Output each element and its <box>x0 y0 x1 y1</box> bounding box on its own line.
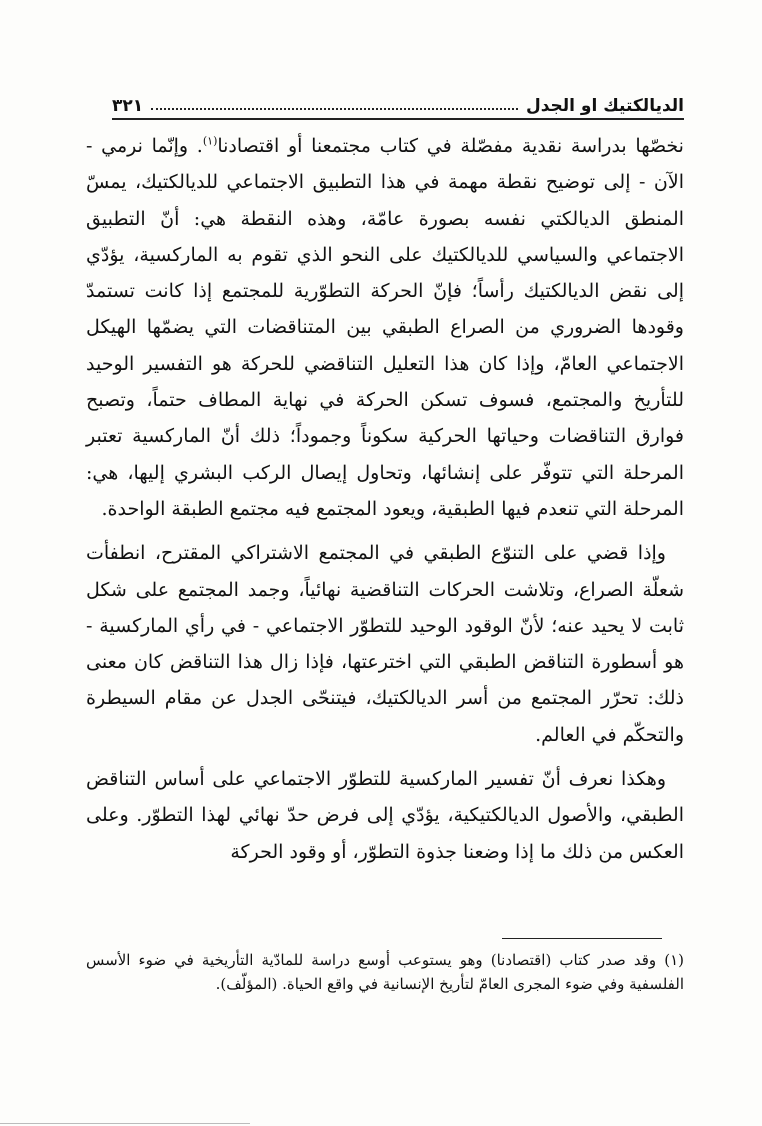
header-title: الديالكتيك او الجدل <box>525 96 684 116</box>
page-number: ٣٢١ <box>112 96 144 116</box>
paragraph-3 <box>86 761 684 870</box>
footnote: (١) وقد صدر كتاب (اقتصادنا) وهو يستوعب أوسع دراسة للمادّية التأريخية في ضوء الأسس الفلسفية وفي ضوء المجرى العامّ لتأريخ الإنسانية في واقع الحياة. (المؤلّف). <box>86 951 684 993</box>
running-header <box>112 86 684 116</box>
paragraph-2-text: وإذا قضي على التنوّع الطبقي في المجتمع الاشتراكي المقترح، انطفأت شعلّة الصراع، وتلاشت الحركات التناقضية نهائياً، وجمد المجتمع على شكل ثابت لا يحيد عنه؛ لأنّ الوقود الوحيد للتطوّر الاجتماعي - في رأي الماركسية - هو أسطورة التناقض الطبقي التي اخترعتها، فإذا زال هذا التناقض كان معنى ذلك: تحرّر المجتمع من أسر الديالكتيك، فيتنحّى الجدل عن مقام السيطرة والتحكّم في العالم. <box>86 542 684 746</box>
paragraph-1-rest: . وإنّما نرمي - الآن - إلى توضيح نقطة مهمة في هذا التطبيق الاجتماعي للديالكتيك، يمسّ المنطق الديالكتي نفسه بصورة عامّة، وهذه النقطة هي: أنّ التطبيق الاجتماعي والسياسي للديالكتيك على النحو الذي تقوم به الماركسية، يؤدّي إلى نقض الديالكتيك رأساً؛ فإنّ الحركة التطوّرية للمجتمع إذا كانت تستمدّ وقودها الضروري من الصراع الطبقي بين المتناقضات التي يضمّها الهيكل الاجتماعي العامّ، وإذا كان هذا التعليل التناقضي للحركة هو التفسير الوحيد للتأريخ والمجتمع، فسوف تسكن الحركة في نهاية المطاف حتماً، وتصبح فوارق التناقضات وحياتها الحركية سكوناً وجموداً؛ ذلك أنّ الماركسية تعتبر المرحلة التي تتوفّر على إنشائها، وتحاول إيصال الركب البشري إليها، هي: المرحلة التي تنعدم فيها الطبقية، ويعود المجتمع فيه مجتمع الطبقة الواحدة. <box>86 135 684 520</box>
header-dot-leader <box>151 108 518 110</box>
paragraph-2 <box>86 535 684 753</box>
paragraph-1 <box>86 128 684 527</box>
scan-edge-line <box>0 1123 250 1124</box>
header-rule <box>112 118 684 120</box>
body-text <box>86 128 684 878</box>
paragraph-3-text: وهكذا نعرف أنّ تفسير الماركسية للتطوّر الاجتماعي على أساس التناقض الطبقي، والأصول الديالكتيكية، يؤدّي إلى فرض حدّ نهائي لهذا التطوّر. وعلى العكس من ذلك ما إذا وضعنا جذوة التطوّر، أو وقود الحركة <box>86 768 684 863</box>
footnote-reference[interactable]: (١) <box>202 134 218 148</box>
footnote-rule <box>502 938 662 939</box>
paragraph-1-start: نخصّها بدراسة نقدية مفصّلة في كتاب مجتمعنا أو اقتصادنا <box>217 135 684 157</box>
